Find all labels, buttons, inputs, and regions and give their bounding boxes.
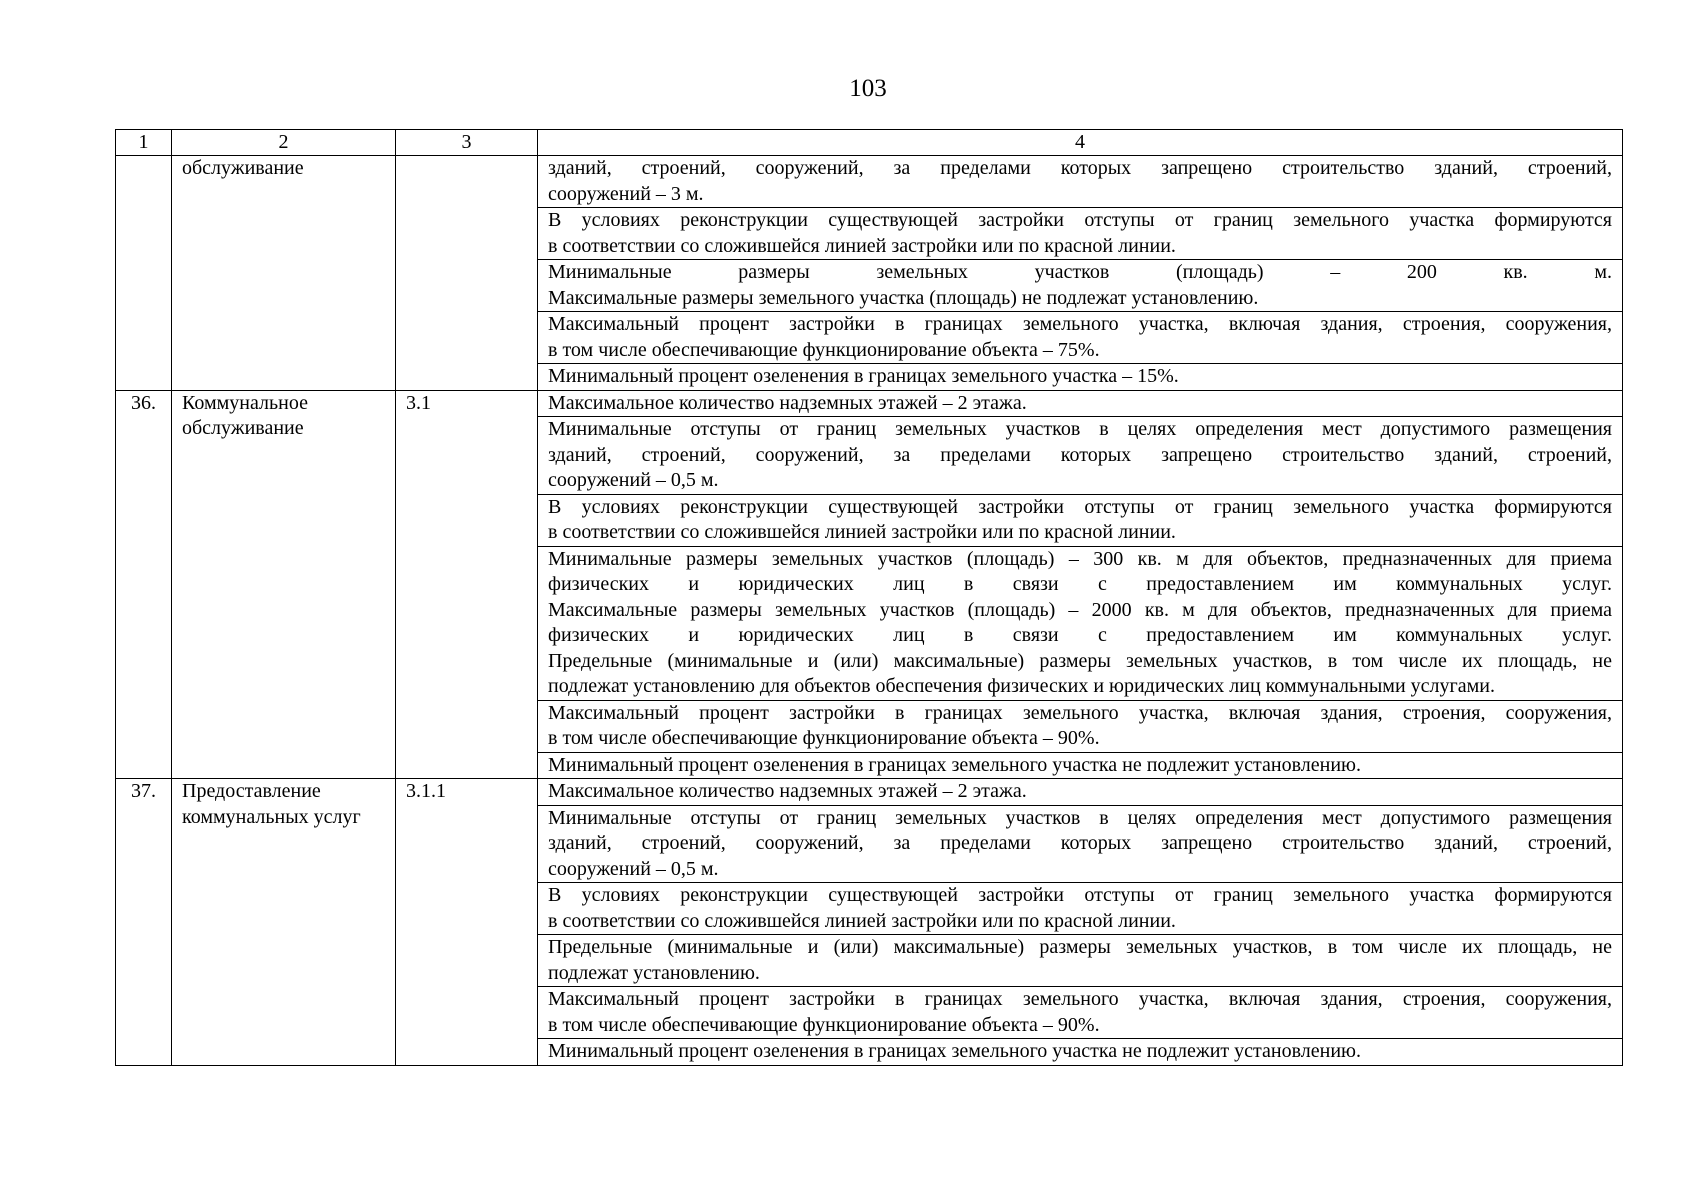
- requirement-line: Минимальный процент озеленения в границах земельного участка – 15%.: [548, 365, 1179, 387]
- requirement-line: Минимальные отступы от границ земельных участков в целях определения мест допустимого размещения: [548, 418, 1612, 440]
- requirement-line: Минимальный процент озеленения в границах земельного участка не подлежит установлению.: [548, 753, 1361, 776]
- object-type-name: Предоставление: [182, 780, 321, 802]
- requirement-cell: [538, 494, 1623, 546]
- requirement-cell: [538, 364, 1623, 391]
- requirement-cell: [538, 546, 1623, 700]
- code-cell: 3.1: [396, 390, 538, 779]
- requirement-line: Максимальные размеры земельного участка (площадь) не подлежат установлению.: [548, 286, 1259, 309]
- requirement-cell: [538, 752, 1623, 779]
- header-col-4: 4: [538, 130, 1623, 156]
- requirement-line: в том числе обеспечивающие функционирование объекта – 90%.: [548, 727, 1100, 749]
- requirement-cell: [538, 260, 1623, 312]
- object-type-name: коммунальных услуг: [182, 805, 361, 828]
- header-col-1: 1: [116, 130, 172, 156]
- requirement-cell: [538, 987, 1623, 1039]
- requirement-line: зданий, строений, сооружений, за пределами которых запрещено строительство зданий, строений,: [548, 157, 1612, 179]
- object-type-cell: [172, 779, 396, 1066]
- row-number-cell: 36.: [116, 390, 172, 779]
- requirement-line: Максимальные размеры земельных участков (площадь) – 2000 кв. м для объектов, предназначенных для приема: [548, 598, 1612, 621]
- requirement-line: Максимальный процент застройки в границах земельного участка, включая здания, строения, сооружения,: [548, 313, 1612, 335]
- requirement-line: в соответствии со сложившейся линией застройки или по красной линии.: [548, 234, 1176, 257]
- requirement-cell: [538, 417, 1623, 495]
- table-row: [116, 779, 1623, 806]
- row-number-cell: [116, 156, 172, 391]
- requirement-line: Минимальный процент озеленения в границах земельного участка не подлежит установлению.: [548, 1040, 1361, 1062]
- requirement-line: сооружений – 3 м.: [548, 182, 704, 205]
- table-row: [116, 156, 1623, 208]
- requirement-line: Максимальный процент застройки в границах земельного участка, включая здания, строения, сооружения,: [548, 988, 1612, 1010]
- table-row: [116, 390, 1623, 417]
- requirement-line: Минимальные размеры земельных участков (площадь) – 300 кв. м для объектов, предназначенных для приема: [548, 547, 1612, 570]
- requirement-line: Максимальное количество надземных этажей – 2 этажа.: [548, 391, 1027, 414]
- object-type-cell: [172, 156, 396, 391]
- requirement-line: физических и юридических лиц в связи с предоставлением им коммунальных услуг.: [548, 573, 1612, 595]
- requirement-line: Максимальный процент застройки в границах земельного участка, включая здания, строения, сооружения,: [548, 701, 1612, 724]
- object-type-name: Коммунальное: [182, 391, 308, 414]
- requirement-cell: [538, 1039, 1623, 1066]
- requirement-line: физических и юридических лиц в связи с предоставлением им коммунальных услуг.: [548, 624, 1612, 646]
- requirement-line: В условиях реконструкции существующей застройки отступы от границ земельного участка формируются: [548, 884, 1612, 906]
- requirement-cell: [538, 935, 1623, 987]
- requirement-line: в соответствии со сложившейся линией застройки или по красной линии.: [548, 521, 1176, 543]
- object-type-name: обслуживание: [182, 417, 304, 439]
- requirement-cell: [538, 700, 1623, 752]
- code-cell: 3.1.1: [396, 779, 538, 1066]
- requirement-line: в соответствии со сложившейся линией застройки или по красной линии.: [548, 909, 1176, 932]
- requirement-cell: [538, 779, 1623, 806]
- requirement-cell: [538, 390, 1623, 417]
- header-col-3: 3: [396, 130, 538, 156]
- requirement-line: В условиях реконструкции существующей застройки отступы от границ земельного участка формируются: [548, 209, 1612, 231]
- requirement-cell: [538, 883, 1623, 935]
- requirement-cell: [538, 312, 1623, 364]
- requirement-cell: [538, 208, 1623, 260]
- requirement-line: подлежат установлению для объектов обеспечения физических и юридических лиц коммунальными услугами.: [548, 675, 1495, 697]
- row-number-cell: 37.: [116, 779, 172, 1066]
- requirement-line: В условиях реконструкции существующей застройки отступы от границ земельного участка формируются: [548, 495, 1612, 518]
- requirement-line: Минимальные размеры земельных участков (площадь) – 200 кв. м.: [548, 261, 1612, 283]
- code-cell: [396, 156, 538, 391]
- requirement-line: Минимальные отступы от границ земельных участков в целях определения мест допустимого размещения: [548, 806, 1612, 829]
- object-type-name: обслуживание: [182, 157, 304, 179]
- regulations-table: [115, 129, 1623, 1066]
- table-body: [116, 130, 1623, 1066]
- table-header-row: [116, 130, 1623, 156]
- requirement-line: сооружений – 0,5 м.: [548, 469, 719, 491]
- requirement-line: подлежат установлению.: [548, 961, 760, 984]
- header-col-2: 2: [172, 130, 396, 156]
- requirement-line: сооружений – 0,5 м.: [548, 857, 719, 880]
- requirement-line: в том числе обеспечивающие функционирование объекта – 75%.: [548, 338, 1100, 361]
- requirement-line: Максимальное количество надземных этажей – 2 этажа.: [548, 780, 1027, 802]
- requirement-line: зданий, строений, сооружений, за пределами которых запрещено строительство зданий, строений,: [548, 832, 1612, 854]
- object-type-cell: [172, 390, 396, 779]
- requirement-line: зданий, строений, сооружений, за пределами которых запрещено строительство зданий, строений,: [548, 443, 1612, 466]
- requirement-line: Предельные (минимальные и (или) максимальные) размеры земельных участков, в том числе их площадь, не: [548, 936, 1612, 958]
- requirement-line: в том числе обеспечивающие функционирование объекта – 90%.: [548, 1013, 1100, 1036]
- page-number: 103: [849, 75, 887, 102]
- requirement-cell: [538, 156, 1623, 208]
- requirement-cell: [538, 805, 1623, 883]
- requirement-line: Предельные (минимальные и (или) максимальные) размеры земельных участков, в том числе их площадь, не: [548, 649, 1612, 672]
